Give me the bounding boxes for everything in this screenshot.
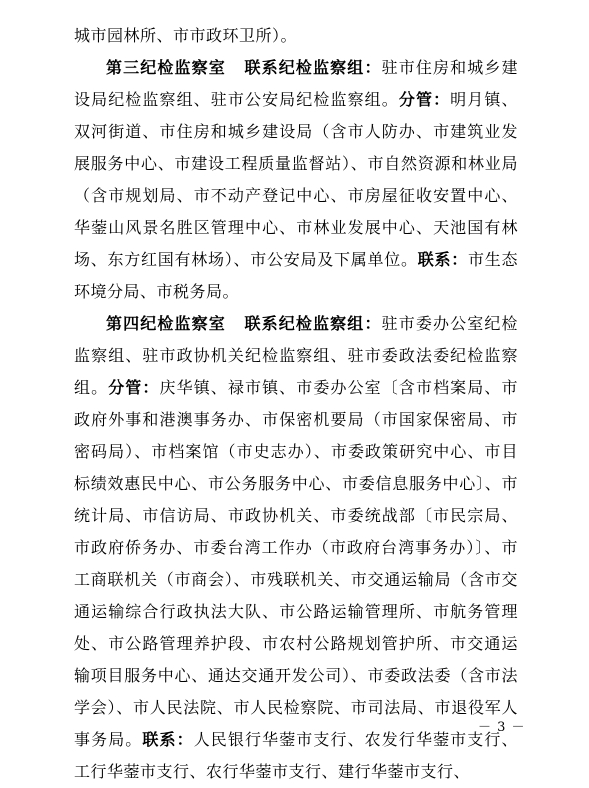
contact-text: 市生态环境分局、市税务局。 (74, 250, 518, 301)
liaison-label: 联系纪检监察组： (244, 58, 382, 77)
continuation-paragraph: 城市园林所、市市政环卫所）。 (74, 26, 298, 45)
manage-text: 明月镇、双河街道、市住房和城乡建设局（含市人防办、市建筑业发展服务中心、市建设工程质量监督站）、市自然资源和林业局（含市规划局、市不动产登记中心、市房屋征收安置中心、华蓥山风景名胜区管理中心、市林业发展中心、天池国有林场、东方红国有林场）、市公安局及下属单位。 (74, 90, 518, 269)
contact-text: 人民银行华蓥市支行、农发行华蓥市支行、工行华蓥市支行、农行华蓥市支行、建行华蓥市支行、 (74, 730, 518, 781)
liaison-label: 联系纪检监察组： (244, 314, 382, 333)
page-number: － 3 － (478, 720, 526, 735)
document-body (74, 20, 518, 788)
liaison-text: 驻市委办公室纪检监察组、驻市政协机关纪检监察组、驻市委政法委纪检监察组。 (74, 314, 518, 397)
manage-label: 分管： (398, 90, 451, 109)
room-title: 第四纪检监察室 (106, 314, 226, 333)
manage-text: 庆华镇、禄市镇、市委办公室〔含市档案局、市政府外事和港澳事务办、市保密机要局（市国家保密局、市密码局）、市档案馆（市史志办）、市委政策研究中心、市目标绩效惠民中心、市公务服务中心、市委信息服务中心〕、市统计局、市信访局、市政协机关、市委统战部〔市民宗局、市政府侨务办、市委台湾工作办（市政府台湾事务办）〕、市工商联机关（市商会）、市残联机关、市交通运输局（含市交通运输综合行政执法大队、市公路运输管理所、市航务管理处、市公路管理养护段、市农村公路规划管护所、市交通运输项目服务中心、通达交通开发公司）、市委政法委（含市法学会）、市人民法院、市人民检察院、市司法局、市退役军人事务局。 (74, 378, 518, 749)
manage-label: 分管： (108, 378, 160, 397)
section-third-room (74, 52, 518, 308)
liaison-text: 驻市住房和城乡建设局纪检监察组、驻市公安局纪检监察组。 (74, 58, 518, 109)
section-fourth-room (74, 308, 518, 788)
contact-label: 联系： (417, 250, 468, 269)
contact-label: 联系： (142, 730, 194, 749)
room-title: 第三纪检监察室 (106, 58, 226, 77)
